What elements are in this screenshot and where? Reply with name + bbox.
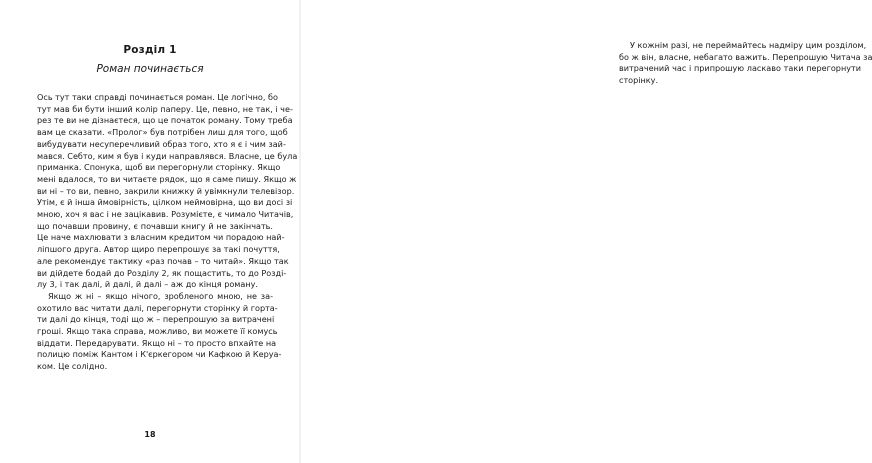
text-line: вибудувати несуперечливий образ того, хто я є і чим зай- bbox=[37, 138, 286, 149]
text-line: Якщо ж ні – якщо нічого, зробленого мною, не за- bbox=[48, 290, 273, 301]
text-line: Утім, є й інша ймовірність, цілком неймовірна, що ви досі зі bbox=[37, 197, 293, 208]
right-page-body bbox=[619, 40, 872, 87]
text-line: ви ні – то ви, певно, закрили книжку й увімкнули телевізор. bbox=[37, 185, 295, 196]
text-line: ви дійдете бодай до Розділу 2, як пощастить, то до Розді- bbox=[37, 267, 287, 278]
text-line: віддати. Передарувати. Якщо ні – то просто впхайте на bbox=[37, 337, 277, 348]
text-line: У кожнім разі, не переймайтесь надміру цим розділом, bbox=[630, 40, 867, 50]
text-line: приманка. Спонука, щоб ви перегорнули сторінку. Якщо bbox=[37, 162, 281, 173]
text-line: мені вдалося, то ви читаєте рядок, що я саме пишу. Якщо ж bbox=[37, 173, 297, 184]
left-page bbox=[0, 0, 300, 463]
text-line: ком. Це солідно. bbox=[37, 361, 108, 372]
text-line: Це наче махлювати з власним кредитом чи порадою най- bbox=[37, 232, 285, 243]
text-line: ліпшого друга. Автор щиро перепрошує за такі почуття, bbox=[37, 244, 280, 255]
text-line: витрачений час і припрошую ласкаво таки перегорнути bbox=[619, 63, 861, 74]
chapter-subtitle: Роман починається bbox=[96, 63, 204, 75]
paragraph bbox=[619, 40, 872, 87]
page-number: 18 bbox=[144, 430, 156, 439]
text-line: лу 3, і так далі, й далі, й далі – аж до кінця роману. bbox=[37, 279, 259, 290]
text-line: бо ж він, власне, небагато важить. Перепрошую Читача за bbox=[619, 51, 872, 62]
text-line: вам це сказати. «Пролог» був потрібен лиш для того, щоб bbox=[37, 127, 288, 138]
text-line: що почавши провину, є почавши книгу й не закінчать. bbox=[37, 220, 273, 231]
text-line: Ось тут таки справді починається роман. Це логічно, бо bbox=[37, 92, 278, 102]
text-line: але рекомендує тактику «раз почав – то читай». Якщо так bbox=[37, 255, 289, 266]
text-line: рез те ви не дізнаєтеся, що це початок роману. Тому треба bbox=[37, 115, 293, 126]
text-line: мався. Себто, ким я був і куди направлявся. Власне, це була bbox=[37, 150, 298, 161]
text-line: мною, хоч я вас і не зацікавив. Розумієте, є чимало Читачів, bbox=[37, 209, 294, 220]
paragraph bbox=[37, 290, 282, 373]
chapter-title: Розділ 1 bbox=[123, 44, 177, 56]
paragraph bbox=[37, 92, 298, 291]
text-line: сторінку. bbox=[619, 75, 659, 86]
text-line: ти далі до кінця, тоді що ж – перепрошую за витрачені bbox=[37, 314, 275, 325]
text-line: полицю поміж Кантом і К'єркегором чи Кафкою й Керуа- bbox=[37, 349, 282, 360]
text-line: гроші. Якщо така справа, можливо, ви можете її комусь bbox=[37, 326, 278, 337]
text-line: охотило вас читати далі, перегорнути сторінку й горта- bbox=[37, 302, 278, 313]
left-page-body bbox=[37, 92, 298, 373]
right-page bbox=[300, 0, 872, 463]
text-line: тут мав би бути інший колір паперу. Це, певно, не так, і че- bbox=[37, 103, 293, 114]
